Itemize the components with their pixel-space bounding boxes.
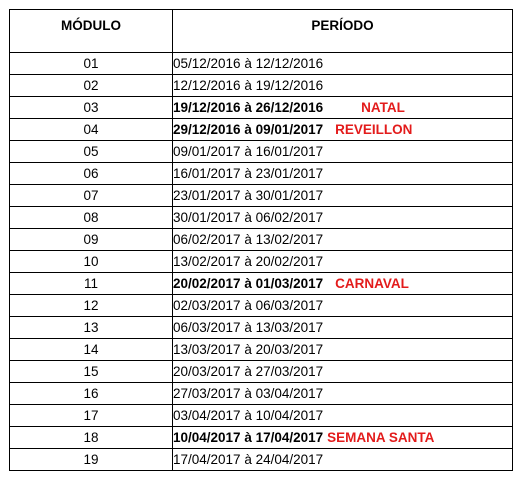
period-cell bbox=[173, 273, 513, 295]
holiday-note: REVEILLON bbox=[335, 122, 413, 137]
period-range: 13/02/2017 à 20/02/2017 bbox=[173, 254, 324, 269]
period-cell bbox=[173, 185, 513, 207]
table-row bbox=[10, 119, 513, 141]
period-cell bbox=[173, 119, 513, 141]
period-range: 02/03/2017 à 06/03/2017 bbox=[173, 298, 324, 313]
period-cell bbox=[173, 163, 513, 185]
module-number-cell: 13 bbox=[10, 317, 173, 339]
period-range: 10/04/2017 à 17/04/2017 bbox=[173, 430, 324, 445]
period-cell bbox=[173, 251, 513, 273]
period-cell bbox=[173, 427, 513, 449]
holiday-note: SEMANA SANTA bbox=[327, 430, 435, 445]
module-number-cell: 17 bbox=[10, 405, 173, 427]
table-body bbox=[10, 53, 513, 471]
table-row bbox=[10, 273, 513, 295]
period-cell bbox=[173, 317, 513, 339]
period-range: 06/02/2017 à 13/02/2017 bbox=[173, 232, 324, 247]
period-cell bbox=[173, 53, 513, 75]
period-range: 12/12/2016 à 19/12/2016 bbox=[173, 78, 324, 93]
table-row bbox=[10, 207, 513, 229]
period-range: 16/01/2017 à 23/01/2017 bbox=[173, 166, 324, 181]
module-number-cell: 02 bbox=[10, 75, 173, 97]
table-row bbox=[10, 427, 513, 449]
module-number-cell: 05 bbox=[10, 141, 173, 163]
module-number-cell: 08 bbox=[10, 207, 173, 229]
table-row bbox=[10, 251, 513, 273]
module-number-cell: 15 bbox=[10, 361, 173, 383]
module-number-cell: 16 bbox=[10, 383, 173, 405]
table-row bbox=[10, 405, 513, 427]
table-row bbox=[10, 163, 513, 185]
module-number-cell: 01 bbox=[10, 53, 173, 75]
period-range: 13/03/2017 à 20/03/2017 bbox=[173, 342, 324, 357]
table-row bbox=[10, 97, 513, 119]
table-row bbox=[10, 449, 513, 471]
module-schedule-table bbox=[9, 9, 513, 471]
period-cell bbox=[173, 97, 513, 119]
table-row bbox=[10, 361, 513, 383]
module-number-cell: 06 bbox=[10, 163, 173, 185]
period-cell bbox=[173, 449, 513, 471]
period-range: 05/12/2016 à 12/12/2016 bbox=[173, 56, 324, 71]
holiday-note: CARNAVAL bbox=[335, 276, 409, 291]
period-cell bbox=[173, 295, 513, 317]
table-row bbox=[10, 53, 513, 75]
table-row bbox=[10, 295, 513, 317]
period-range: 29/12/2016 à 09/01/2017 bbox=[173, 122, 324, 137]
period-range: 09/01/2017 à 16/01/2017 bbox=[173, 144, 324, 159]
module-number-cell: 09 bbox=[10, 229, 173, 251]
module-number-cell: 03 bbox=[10, 97, 173, 119]
period-range: 23/01/2017 à 30/01/2017 bbox=[173, 188, 324, 203]
module-number-cell: 04 bbox=[10, 119, 173, 141]
period-range: 20/02/2017 à 01/03/2017 bbox=[173, 276, 324, 291]
module-number-cell: 18 bbox=[10, 427, 173, 449]
period-range: 20/03/2017 à 27/03/2017 bbox=[173, 364, 324, 379]
table-row bbox=[10, 185, 513, 207]
period-range: 19/12/2016 à 26/12/2016 bbox=[173, 100, 324, 115]
period-range: 03/04/2017 à 10/04/2017 bbox=[173, 408, 324, 423]
module-column-header: MÓDULO bbox=[10, 10, 173, 53]
period-cell bbox=[173, 229, 513, 251]
holiday-note: NATAL bbox=[361, 100, 405, 115]
module-number-cell: 11 bbox=[10, 273, 173, 295]
module-number-cell: 07 bbox=[10, 185, 173, 207]
period-cell bbox=[173, 361, 513, 383]
period-range: 06/03/2017 à 13/03/2017 bbox=[173, 320, 324, 335]
table-header-row bbox=[10, 10, 513, 53]
table-row bbox=[10, 339, 513, 361]
table-row bbox=[10, 141, 513, 163]
module-number-cell: 19 bbox=[10, 449, 173, 471]
table-row bbox=[10, 75, 513, 97]
period-column-header: PERÍODO bbox=[173, 10, 513, 53]
table-row bbox=[10, 229, 513, 251]
module-number-cell: 14 bbox=[10, 339, 173, 361]
period-range: 17/04/2017 à 24/04/2017 bbox=[173, 452, 324, 467]
period-cell bbox=[173, 339, 513, 361]
module-number-cell: 10 bbox=[10, 251, 173, 273]
period-cell bbox=[173, 75, 513, 97]
period-cell bbox=[173, 207, 513, 229]
table-row bbox=[10, 317, 513, 339]
period-cell bbox=[173, 383, 513, 405]
period-range: 30/01/2017 à 06/02/2017 bbox=[173, 210, 324, 225]
module-number-cell: 12 bbox=[10, 295, 173, 317]
period-range: 27/03/2017 à 03/04/2017 bbox=[173, 386, 324, 401]
period-cell bbox=[173, 405, 513, 427]
table-row bbox=[10, 383, 513, 405]
period-cell bbox=[173, 141, 513, 163]
